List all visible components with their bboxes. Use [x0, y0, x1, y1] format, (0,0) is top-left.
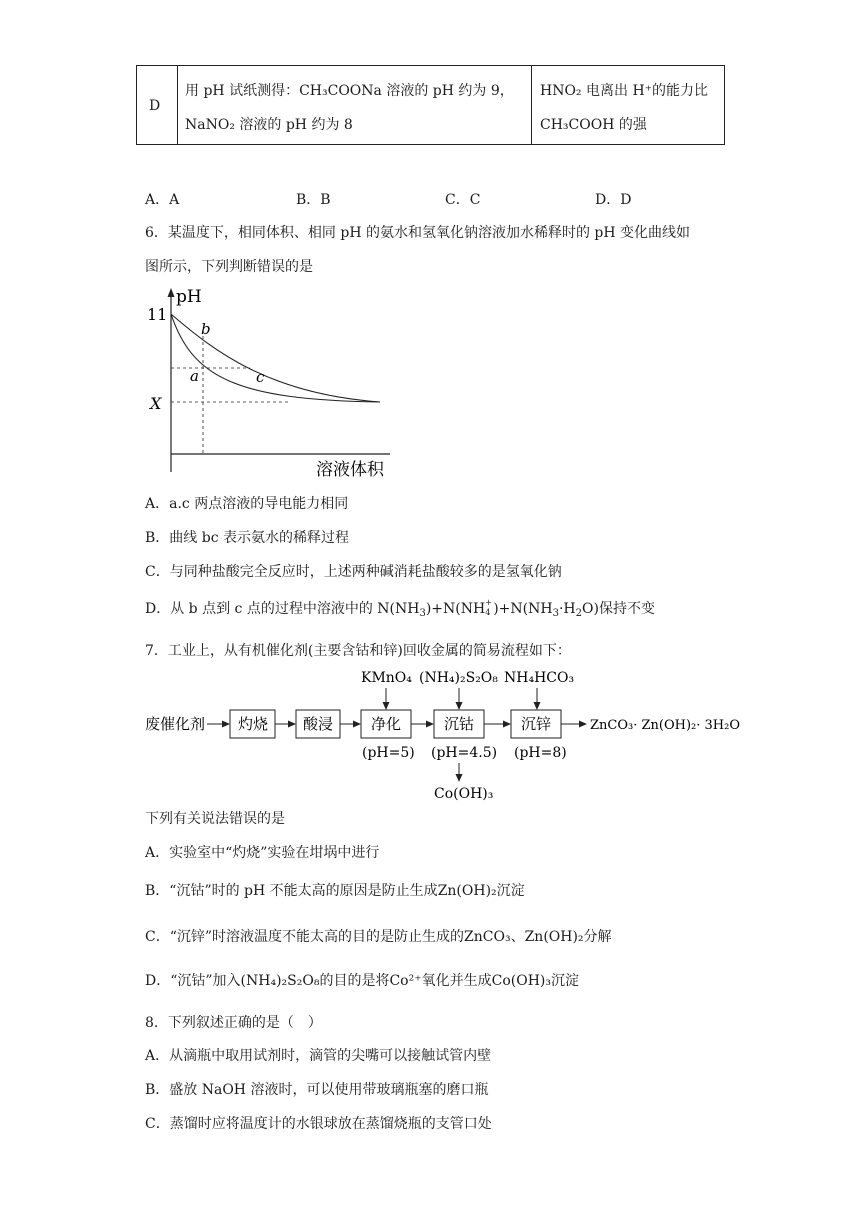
conclusion-line-2: CH₃COOH 的强	[540, 117, 647, 133]
q6-option-c[interactable]: C．与同种盐酸完全反应时，上述两种碱消耗盐酸较多的是氢氧化钠	[145, 564, 562, 580]
ph-purify: (pH=5)	[362, 745, 415, 761]
step-zinc-precip: 沉锌	[521, 715, 552, 733]
q8-option-b[interactable]: B．盛放 NaOH 溶液时，可以使用带玻璃瓶塞的磨口瓶	[145, 1082, 489, 1098]
q7-option-c[interactable]: C．“沉锌”时溶液温度不能太高的目的是防止生成的ZnCO₃、Zn(OH)₂分解	[145, 929, 612, 945]
formula-co-oh-3: Co(OH)₃	[491, 973, 551, 989]
step-roast: 灼烧	[238, 715, 269, 733]
row-label: D	[149, 98, 161, 114]
byproduct-cooh3: Co(OH)₃	[434, 786, 494, 802]
q5-option-d[interactable]: D．D	[595, 192, 632, 208]
q7-stem: 7．工业上，从有机催化剂(主要含钴和锌)回收金属的简易流程如下：	[145, 643, 571, 659]
table-cell-procedure	[177, 66, 532, 144]
q6-stem-line-1: 6．某温度下，相同体积、相同 pH 的氨水和氢氧化钠溶液加水稀释时的 pH 变化曲线如	[145, 225, 691, 241]
point-a-label: a	[190, 367, 199, 385]
q6-option-b[interactable]: B．曲线 bc 表示氨水的稀释过程	[145, 530, 349, 546]
y-x-label: X	[150, 394, 162, 413]
q8-stem: 8．下列叙述正确的是（ ）	[145, 1015, 322, 1031]
ph-cobalt: (pH=4.5)	[431, 745, 498, 761]
y-axis-arrow	[168, 288, 175, 297]
point-b-label: b	[201, 320, 211, 338]
step-cobalt-precip: 沉钴	[444, 715, 475, 733]
q5-option-a[interactable]: A．A	[145, 192, 180, 208]
point-c-label: c	[256, 368, 265, 386]
flow-start: 废催化剂	[145, 715, 206, 733]
y-start-label: 11	[147, 305, 168, 324]
reagent-kmno4: KMnO₄	[361, 670, 412, 686]
q7-option-a[interactable]: A．实验室中“灼烧”实验在坩埚中进行	[145, 845, 380, 861]
answer-table-row-d	[136, 65, 725, 145]
reagent-nh4hco3: NH₄HCO₃	[504, 670, 575, 686]
q5-option-b[interactable]: B．B	[296, 192, 331, 208]
q7-option-b[interactable]: B．“沉钴”时的 pH 不能太高的原因是防止生成Zn(OH)₂沉淀	[145, 883, 525, 899]
formula-znco3: ZnCO₃	[464, 929, 511, 945]
ph-dilution-graph	[140, 282, 400, 480]
formula-zn-oh-2: Zn(OH)₂	[524, 929, 584, 945]
reagent-persulfate: (NH₄)₂S₂O₈	[419, 670, 498, 686]
q6-option-d[interactable]: D．从 b 点到 c 点的过程中溶液中的 $N(NH_3)+N(NH$ + 4 )$+N(NH_3\cdot H_2O)$保持不变	[145, 598, 655, 619]
q7-lead: 下列有关说法错误的是	[145, 811, 285, 827]
q7-option-d[interactable]: D．“沉钴”加入(NH₄)₂S₂O₈的目的是将Co²⁺氧化并生成Co(OH)₃沉淀	[145, 973, 579, 989]
formula-persulfate: (NH₄)₂S₂O₈	[240, 973, 320, 989]
step-acid-leach: 酸浸	[303, 715, 334, 733]
ph-zinc: (pH=8)	[514, 745, 567, 761]
conclusion-line-1: HNO₂ 电离出 H⁺的能力比	[540, 83, 709, 99]
x-axis-label: 溶液体积	[316, 460, 384, 480]
q8-option-a[interactable]: A．从滴瓶中取用试剂时，滴管的尖嘴可以接触试管内壁	[145, 1048, 492, 1064]
q6-stem-line-2: 图所示，下列判断错误的是	[145, 259, 313, 275]
procedure-line-1: 用 pH 试纸测得：CH₃COONa 溶液的 pH 约为 9，	[185, 83, 514, 99]
ph-axis-label: pH	[176, 287, 202, 307]
recovery-flow-diagram	[140, 662, 760, 804]
formula-zn-oh-2: Zn(OH)₂	[437, 883, 497, 899]
q5-option-c[interactable]: C．C	[445, 192, 481, 208]
flow-product: ZnCO₃· Zn(OH)₂· 3H₂O	[590, 718, 740, 733]
q6-option-a[interactable]: A．a.c 两点溶液的导电能力相同	[145, 496, 349, 512]
table-cell-conclusion	[532, 66, 725, 144]
step-purify: 净化	[371, 715, 402, 733]
formula-co2plus: Co²⁺	[389, 973, 422, 989]
table-cell-label	[137, 66, 178, 144]
procedure-line-2: NaNO₂ 溶液的 pH 约为 8	[185, 117, 353, 133]
q8-option-c[interactable]: C．蒸馏时应将温度计的水银球放在蒸馏烧瓶的支管口处	[145, 1116, 492, 1132]
